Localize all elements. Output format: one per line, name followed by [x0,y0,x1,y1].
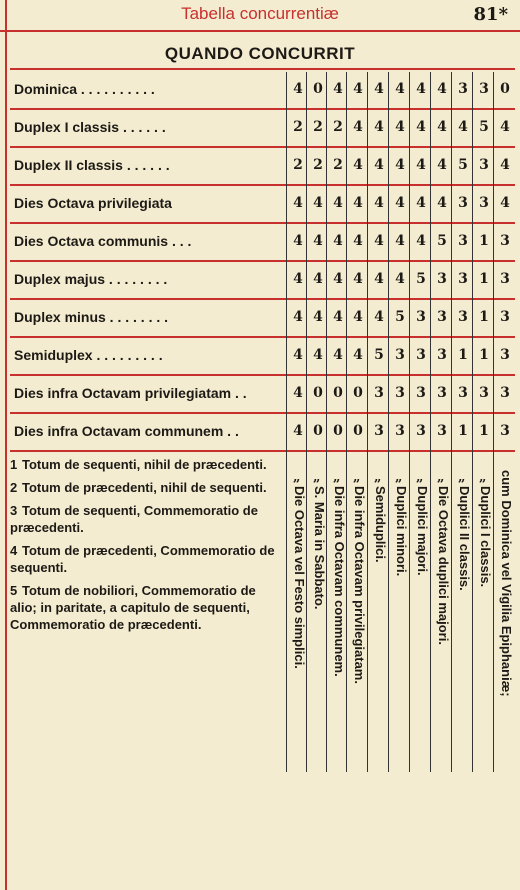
table-cell: 3 [458,195,468,211]
table-cell: 4 [395,81,405,97]
table-cell: 3 [395,423,405,439]
column-label: cum Dominica vel Vigilia Epiphaniæ; [499,470,514,697]
table-cell: 3 [416,385,426,401]
table-cell: 0 [313,385,323,401]
column-header [371,470,391,770]
row-label: Dies Octava communis . . . [14,233,192,249]
note-text: Totum de sequenti, Commemoratio de præcedenti. [10,503,258,535]
table-row [10,184,515,222]
table-cell: 2 [333,157,343,173]
note-item [10,502,285,536]
column-label: Die infra Octavam privilegiatam. [352,486,367,684]
table-cell: 1 [479,423,489,439]
ditto-mark: „ [395,470,403,485]
table-cell: 4 [313,233,323,249]
table-cell: 4 [313,195,323,211]
note-number: 4 [10,543,18,558]
table-cell: 4 [437,81,447,97]
table-cell: 3 [500,347,510,363]
table-cell: 4 [374,81,384,97]
table-cell: 4 [333,347,343,363]
ditto-mark: „ [353,470,361,485]
column-label: Die Octava duplici majori. [436,486,451,645]
table-cell: 4 [293,385,303,401]
column-label: S. Maria in Sabbato. [312,486,327,610]
note-number: 2 [10,480,18,495]
table-cell: 4 [293,195,303,211]
column-header [330,470,350,770]
left-margin-rule [5,0,7,890]
column-header [455,470,475,770]
table-cell: 1 [479,233,489,249]
table-cell: 1 [458,423,468,439]
column-header [476,470,496,770]
table-cell: 0 [353,423,363,439]
ditto-mark: „ [416,470,424,485]
table-cell: 4 [333,233,343,249]
table-cell: 4 [353,309,363,325]
table-cell: 5 [458,157,468,173]
note-text: Totum de nobiliori, Commemoratio de alio; in paritate, a capitulo de sequenti, Commemoratio de præcedenti. [10,583,256,632]
table-cell: 3 [458,233,468,249]
ditto-mark: „ [333,470,341,485]
column-header [413,470,433,770]
table-cell: 1 [479,347,489,363]
table-cell: 3 [437,423,447,439]
table-cell: 4 [374,157,384,173]
column-label: Duplici II classis. [457,486,472,591]
table-cell: 2 [313,119,323,135]
table-cell: 3 [374,423,384,439]
row-label: Duplex II classis . . . . . . [14,157,170,173]
row-label: Duplex minus . . . . . . . . [14,309,169,325]
table-cell: 4 [437,195,447,211]
table-cell: 3 [479,81,489,97]
ditto-mark: „ [374,470,382,485]
note-text: Totum de præcedenti, nihil de sequenti. [22,480,267,495]
note-item [10,542,285,576]
ditto-mark: „ [293,470,301,485]
table-cell: 4 [416,233,426,249]
note-item [10,456,285,473]
row-label: Dies infra Octavam communem . . [14,423,239,439]
table-cell: 3 [458,385,468,401]
table-cell: 4 [293,233,303,249]
row-label: Duplex majus . . . . . . . . [14,271,168,287]
table-cell: 3 [479,157,489,173]
page-number: 81* [473,4,508,25]
table-cell: 4 [293,309,303,325]
row-label: Dominica . . . . . . . . . . [14,81,155,97]
table-row [10,146,515,184]
table-cell: 3 [416,347,426,363]
table-cell: 3 [416,423,426,439]
table-cell: 4 [374,271,384,287]
table-cell: 4 [353,347,363,363]
table-cell: 2 [333,119,343,135]
table-cell: 4 [374,195,384,211]
table-cell: 3 [500,309,510,325]
table-row [10,260,515,298]
table-cell: 4 [333,309,343,325]
row-label: Semiduplex . . . . . . . . . [14,347,163,363]
table-cell: 4 [293,81,303,97]
table-cell: 0 [313,81,323,97]
table-cell: 4 [293,347,303,363]
table-cell: 3 [437,309,447,325]
column-header [350,470,370,770]
table-cell: 4 [374,119,384,135]
table-cell: 1 [479,309,489,325]
column-label: Duplici I classis. [478,486,493,588]
table-cell: 4 [353,157,363,173]
table-cell: 4 [395,195,405,211]
table-cell: 0 [353,385,363,401]
table-row [10,222,515,260]
column-label: Duplici majori. [415,486,430,576]
table-cell: 3 [500,423,510,439]
table-cell: 3 [395,385,405,401]
table-row [10,412,515,450]
header-rule [0,30,520,32]
row-label: Duplex I classis . . . . . . [14,119,166,135]
table-cell: 4 [437,119,447,135]
row-label: Dies infra Octavam privilegiatam . . [14,385,247,401]
table-cell: 0 [500,81,510,97]
table-cell: 4 [416,119,426,135]
column-label: Semiduplici. [373,486,388,563]
table-cell: 1 [458,347,468,363]
table-cell: 4 [313,347,323,363]
ditto-mark: „ [437,470,445,485]
ditto-mark: „ [458,470,466,485]
table-cell: 4 [353,195,363,211]
note-number: 1 [10,457,18,472]
table-cell: 3 [479,385,489,401]
table-cell: 3 [374,385,384,401]
table-cell: 3 [500,271,510,287]
row-label: Dies Octava privilegiata [14,195,172,211]
table-cell: 4 [374,309,384,325]
column-header [290,470,310,770]
legend-notes [10,456,285,639]
column-header [434,470,454,770]
table-cell: 3 [458,309,468,325]
table-cell: 5 [479,119,489,135]
running-header: Tabella concurrentiæ [181,4,339,23]
column-header [310,470,330,770]
table-cell: 4 [333,271,343,287]
table-cell: 0 [333,423,343,439]
table-cell: 4 [416,81,426,97]
table-cell: 3 [500,233,510,249]
table-cell: 4 [395,271,405,287]
table-cell: 4 [293,423,303,439]
table-cell: 4 [353,119,363,135]
table-cell: 3 [458,81,468,97]
table-cell: 2 [293,157,303,173]
table-cell: 0 [313,423,323,439]
table-cell: 3 [395,347,405,363]
table-cell: 4 [353,271,363,287]
column-label: Die infra Octavam communem. [332,486,347,677]
table-cell: 2 [293,119,303,135]
note-number: 3 [10,503,18,518]
table-cell: 4 [333,81,343,97]
table-cell: 3 [500,385,510,401]
table-cell: 1 [479,271,489,287]
table-cell: 5 [437,233,447,249]
table-cell: 4 [313,271,323,287]
table-cell: 4 [374,233,384,249]
table-cell: 5 [395,309,405,325]
table-cell: 3 [458,271,468,287]
table-cell: 4 [395,157,405,173]
table-cell: 4 [500,195,510,211]
table-cell: 4 [333,195,343,211]
ditto-mark: „ [479,470,487,485]
table-cell: 3 [437,271,447,287]
table-cell: 4 [437,157,447,173]
table-row [10,336,515,374]
column-label: Die Octava vel Festo simplici. [292,486,307,669]
table-cell: 4 [353,233,363,249]
table-row [10,298,515,336]
table-cell: 4 [353,81,363,97]
table-cell: 3 [437,385,447,401]
table-cell: 4 [313,309,323,325]
table-cell: 4 [395,119,405,135]
table-row [10,108,515,146]
table-cell: 4 [416,157,426,173]
table-cell: 3 [437,347,447,363]
table-cell: 4 [500,157,510,173]
table-title: QUANDO CONCURRIT [164,44,356,63]
table-row [10,374,515,412]
table-cell: 4 [500,119,510,135]
table-cell: 4 [416,195,426,211]
column-header [392,470,412,770]
table-cell: 2 [313,157,323,173]
note-text: Totum de præcedenti, Commemoratio de sequenti. [10,543,275,575]
table-cell: 0 [333,385,343,401]
table-cell: 4 [395,233,405,249]
note-text: Totum de sequenti, nihil de præcedenti. [22,457,267,472]
row-divider [10,450,515,452]
table-cell: 5 [416,271,426,287]
column-header [497,470,517,770]
note-item [10,582,285,633]
note-item [10,479,285,496]
table-cell: 3 [416,309,426,325]
ditto-mark: „ [313,470,321,485]
table-row [10,70,515,108]
column-label: Duplici minori. [394,486,409,577]
note-number: 5 [10,583,18,598]
table-cell: 4 [293,271,303,287]
table-cell: 5 [374,347,384,363]
table-cell: 3 [479,195,489,211]
table-cell: 4 [458,119,468,135]
